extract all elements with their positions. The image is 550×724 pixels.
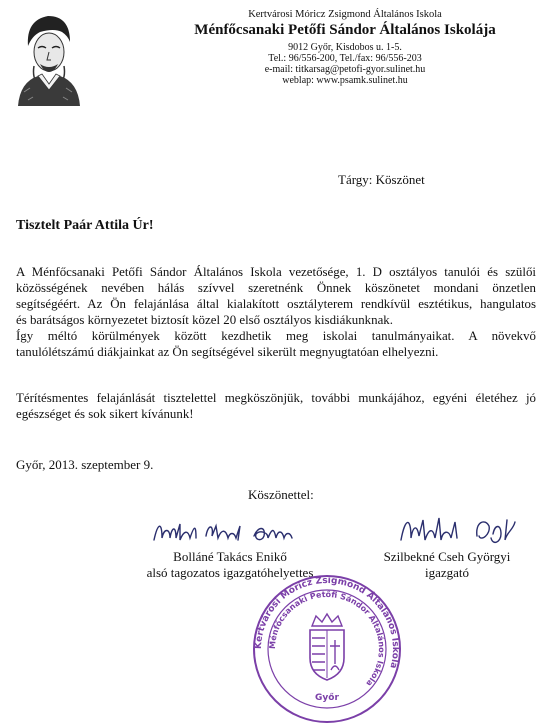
letter-closing: Köszönettel: — [248, 487, 314, 502]
signatory-2-title: igazgató — [424, 565, 470, 580]
paragraph-line: tanulólétszámú diákjainkat az Ön segítségével sikerült megnyugtatóan elhelyezni. — [16, 345, 439, 359]
coat-of-arms-icon — [310, 614, 344, 680]
letterhead-web: weblap: www.psamk.sulinet.hu — [282, 75, 408, 86]
letter-salutation: Tisztelt Paár Attila Úr! — [16, 218, 154, 233]
paragraph-line: egészséget és sok sikert kívánunk! — [16, 407, 194, 421]
school-stamp — [252, 574, 402, 724]
paragraph-line: Így méltó körülmények között kezdhetik meg iskolai tanulmányaikat. A növekvő — [16, 329, 536, 343]
letterhead-organization: Kertvárosi Móricz Zsigmond Általános Iskola — [248, 9, 442, 20]
paragraph-line: Térítésmentes felajánlását tisztelettel megköszönjük, további munkájához, egyéni életéhez jó — [16, 391, 536, 405]
stamp-inner-text: Ménfőcsanaki Petőfi Sándor Általános Iskola — [267, 589, 387, 688]
signatory-1-name: Bolláné Takács Enikő — [173, 549, 287, 564]
paragraph-line: A Ménfőcsanaki Petőfi Sándor Általános Iskola vezetősége, 1. D osztályos tanulói és szülői — [16, 265, 536, 279]
signatory-1-title: alsó tagozatos igazgatóhelyettes — [146, 565, 314, 580]
body-paragraph-1 — [16, 264, 536, 360]
signature-2-handwritten — [395, 512, 525, 548]
petofi-portrait-image — [10, 6, 88, 106]
stamp-city: Győr — [315, 693, 339, 703]
paragraph-line: és barátságos környezetet biztosít közel 20 első osztályos kisdiákunknak. — [16, 313, 393, 327]
letter-date: Győr, 2013. szeptember 9. — [16, 457, 154, 472]
letterhead-school-name: Ménfőcsanaki Petőfi Sándor Általános Iskolája — [194, 22, 496, 38]
paragraph-line: közösségének nevében hálás szívvel szeretnénk Önnek köszönetet mondani önzetlen — [16, 281, 536, 295]
paragraph-line: segítségéért. Az Ön felajánlása által kialakított osztályterem rendkívül esztétikus, hangulatos — [16, 297, 536, 311]
letterhead-phone: Tel.: 96/556-200, Tel./fax: 96/556-203 — [268, 53, 422, 64]
signatory-2-name: Szilbekné Cseh Györgyi — [383, 549, 511, 564]
stamp-outer-text: Kertvárosi Móricz Zsigmond Általános Iskola — [253, 575, 401, 670]
signature-1-handwritten — [150, 518, 320, 548]
letter-subject: Tárgy: Köszönet — [338, 172, 425, 187]
body-paragraph-2 — [16, 390, 536, 422]
letterhead-email: e-mail: titkarsag@petofi-gyor.sulinet.hu — [264, 64, 426, 75]
letterhead-address: 9012 Győr, Kisdobos u. 1-5. — [288, 42, 402, 53]
